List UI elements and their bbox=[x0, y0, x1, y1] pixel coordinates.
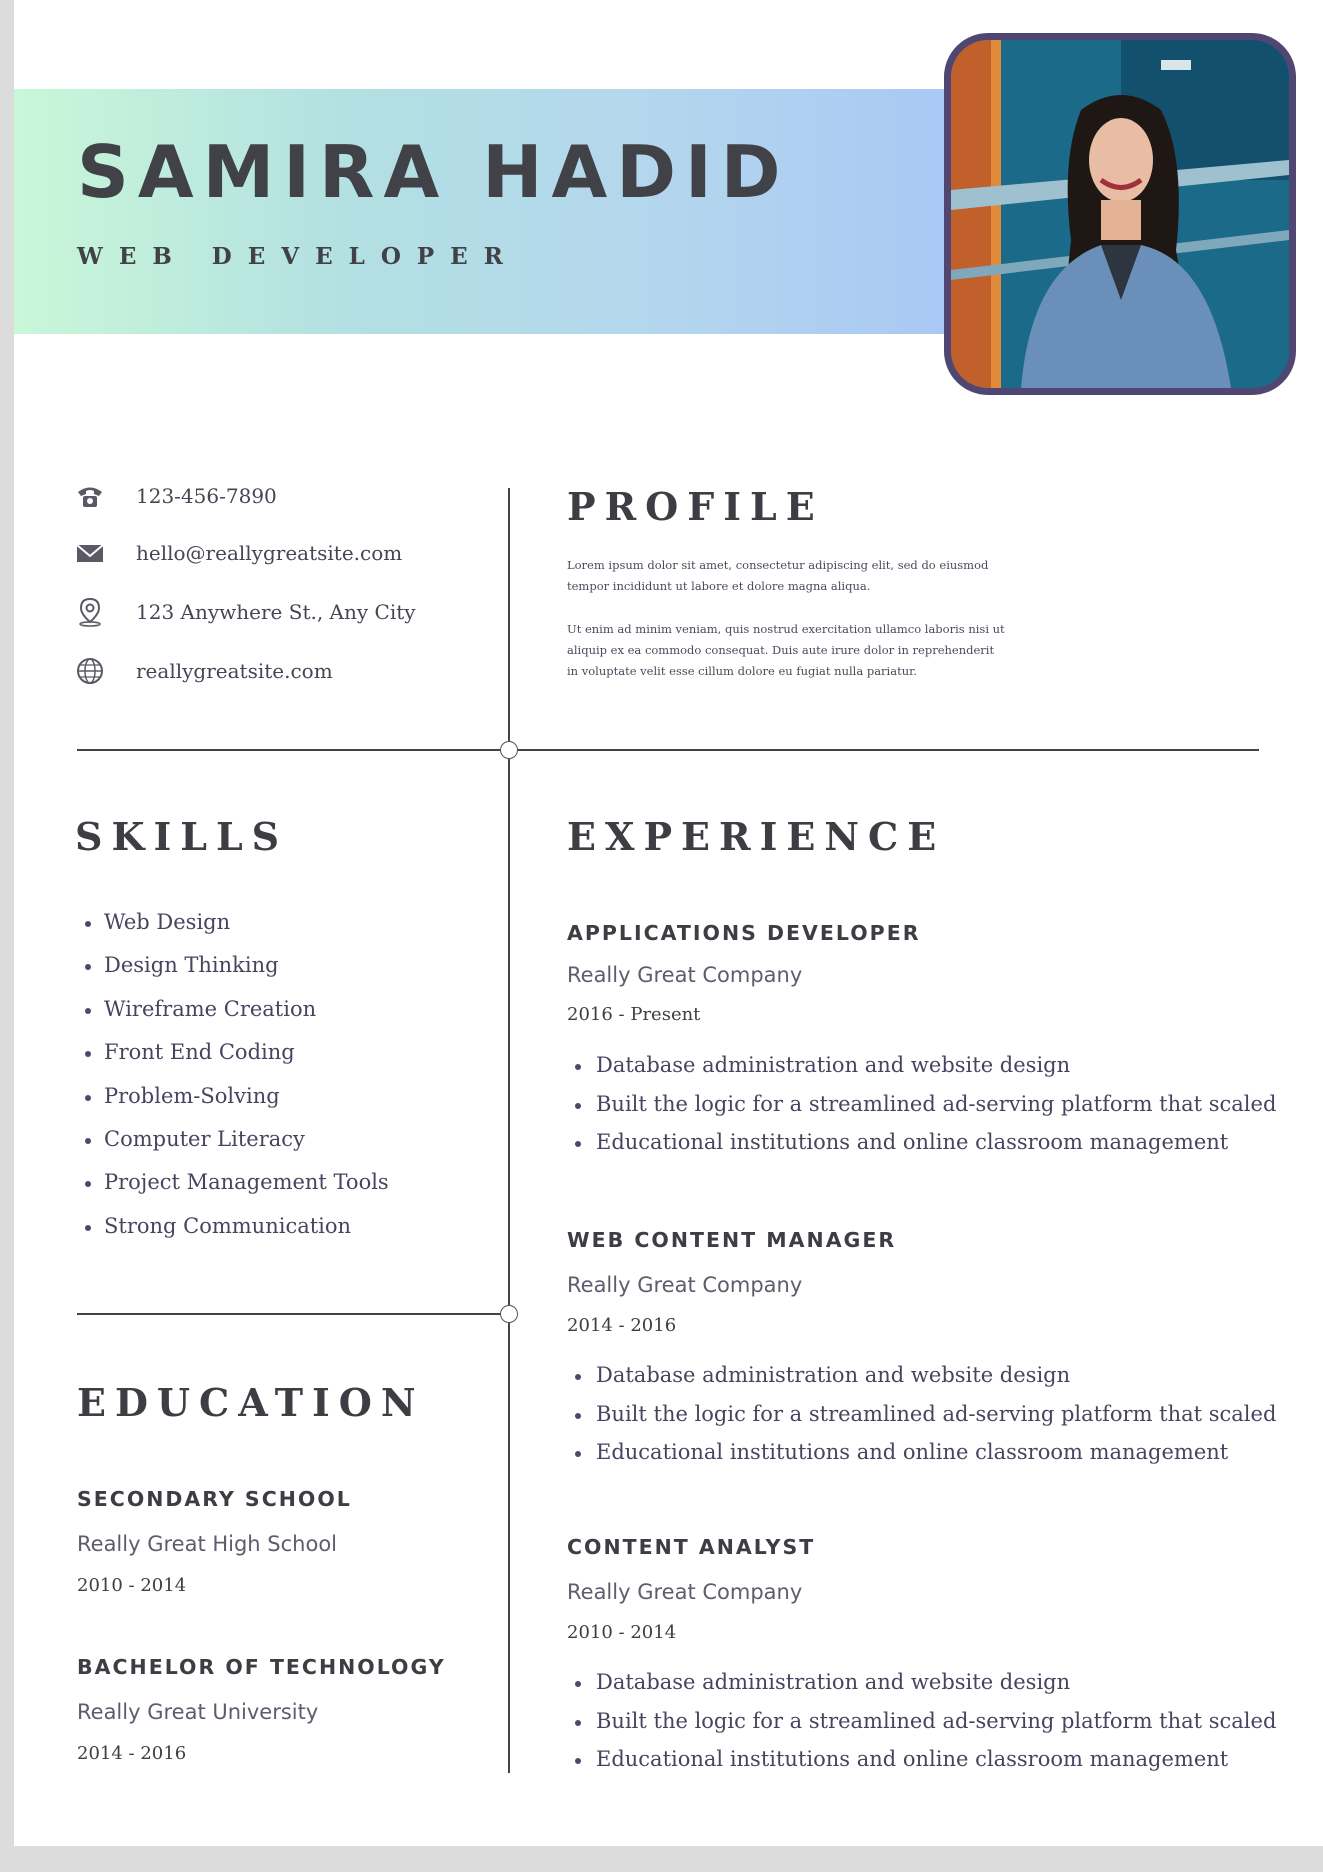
contact-address bbox=[74, 594, 416, 630]
skill-item: Problem-Solving bbox=[79, 1084, 389, 1127]
skills-list bbox=[79, 910, 389, 1257]
profile-paragraph: Ut enim ad minim veniam, quis nostrud exercitation ullamco laboris nisi ut aliquip ex ea commodo consequat. Duis aute irure dolor in reprehenderit in voluptate velit esse cillum dolore eu fugiat nulla pariatur. bbox=[567, 622, 1005, 678]
skills-heading: SKILLS bbox=[75, 814, 289, 859]
education-degree: BACHELOR OF TECHNOLOGY bbox=[77, 1655, 446, 1679]
experience-heading: EXPERIENCE bbox=[567, 814, 946, 859]
top-section-divider bbox=[77, 749, 1259, 751]
job-duty: Database administration and website design bbox=[567, 1670, 1276, 1709]
contact-phone bbox=[74, 478, 277, 514]
education-degree: SECONDARY SCHOOL bbox=[77, 1487, 352, 1511]
website-url[interactable]: reallygreatsite.com bbox=[136, 659, 333, 683]
column-divider bbox=[508, 488, 510, 1773]
job-duty: Built the logic for a streamlined ad-serving platform that scaled bbox=[567, 1709, 1276, 1748]
job-duty: Built the logic for a streamlined ad-serving platform that scaled bbox=[567, 1402, 1276, 1441]
job-title: CONTENT ANALYST bbox=[567, 1535, 816, 1559]
education-dates: 2014 - 2016 bbox=[77, 1743, 187, 1764]
email-icon bbox=[74, 537, 106, 569]
candidate-name: SAMIRA HADID bbox=[77, 130, 790, 214]
email-address[interactable]: hello@reallygreatsite.com bbox=[136, 541, 403, 565]
job-duty: Built the logic for a streamlined ad-serving platform that scaled bbox=[567, 1092, 1276, 1131]
job-duty: Educational institutions and online classroom management bbox=[567, 1130, 1276, 1169]
job-company: Really Great Company bbox=[567, 963, 803, 987]
education-heading: EDUCATION bbox=[77, 1380, 425, 1425]
education-school: Really Great High School bbox=[77, 1532, 338, 1556]
phone-number: 123-456-7890 bbox=[136, 484, 277, 508]
skills-education-divider bbox=[77, 1313, 517, 1315]
profile-heading: PROFILE bbox=[567, 484, 824, 529]
job-duties bbox=[567, 1363, 1276, 1479]
portrait-illustration bbox=[951, 40, 1289, 388]
skill-item: Computer Literacy bbox=[79, 1127, 389, 1170]
resume-page bbox=[14, 0, 1323, 1846]
contact-email bbox=[74, 535, 402, 571]
profile-photo bbox=[944, 33, 1296, 395]
skill-item: Wireframe Creation bbox=[79, 997, 389, 1040]
job-company: Really Great Company bbox=[567, 1580, 803, 1604]
job-dates: 2014 - 2016 bbox=[567, 1315, 677, 1336]
skill-item: Front End Coding bbox=[79, 1040, 389, 1083]
candidate-role: WEB DEVELOPER bbox=[77, 243, 519, 270]
job-duty: Database administration and website design bbox=[567, 1363, 1276, 1402]
job-duty: Database administration and website design bbox=[567, 1053, 1276, 1092]
job-company: Really Great Company bbox=[567, 1273, 803, 1297]
education-school: Really Great University bbox=[77, 1700, 319, 1724]
job-title: WEB CONTENT MANAGER bbox=[567, 1228, 897, 1252]
skill-item: Design Thinking bbox=[79, 953, 389, 996]
street-address: 123 Anywhere St., Any City bbox=[136, 600, 416, 624]
divider-node bbox=[500, 1305, 518, 1323]
job-duties bbox=[567, 1053, 1276, 1169]
job-title: APPLICATIONS DEVELOPER bbox=[567, 921, 921, 945]
job-dates: 2016 - Present bbox=[567, 1004, 701, 1025]
job-duties bbox=[567, 1670, 1276, 1786]
divider-node bbox=[500, 741, 518, 759]
education-dates: 2010 - 2014 bbox=[77, 1575, 187, 1596]
location-icon bbox=[74, 596, 106, 628]
job-dates: 2010 - 2014 bbox=[567, 1622, 677, 1643]
globe-icon bbox=[74, 655, 106, 687]
contact-website bbox=[74, 653, 333, 689]
skill-item: Strong Communication bbox=[79, 1214, 389, 1257]
profile-paragraph: Lorem ipsum dolor sit amet, consectetur adipiscing elit, sed do eiusmod tempor incididunt ut labore et dolore magna aliqua. bbox=[567, 558, 989, 593]
job-duty: Educational institutions and online classroom management bbox=[567, 1440, 1276, 1479]
job-duty: Educational institutions and online classroom management bbox=[567, 1747, 1276, 1786]
skill-item: Web Design bbox=[79, 910, 389, 953]
phone-icon bbox=[74, 480, 106, 512]
skill-item: Project Management Tools bbox=[79, 1170, 389, 1213]
